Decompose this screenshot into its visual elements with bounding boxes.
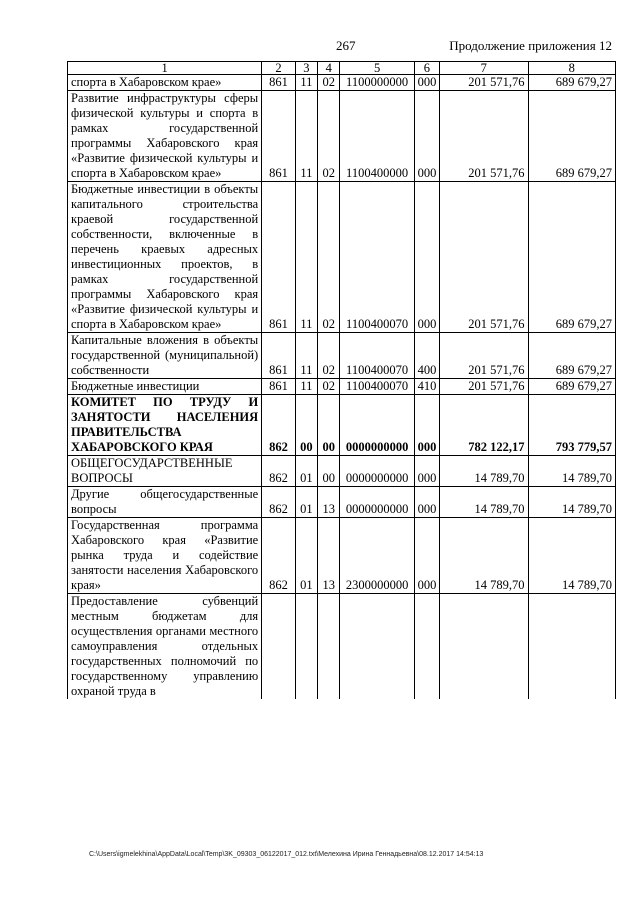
row-name: Бюджетные инвестиции в объекты капитального строительства краевой государственной собственности, включенные в перечень краевых адресных инвестиционных проектов, в рамках государственной программы Хабаровского края «Развитие физической культуры и спорта в Хабаровском крае» <box>68 182 262 333</box>
table-row <box>68 456 616 487</box>
table-row <box>68 333 616 379</box>
page-number: 267 <box>336 38 356 53</box>
cell-target-article: 1100400000 <box>340 91 414 182</box>
cell-target-article: 0000000000 <box>340 456 414 487</box>
cell-subsection: 02 <box>318 91 340 182</box>
cell-amount-2018: 201 571,76 <box>440 333 528 379</box>
cell-amount-2018: 14 789,70 <box>440 518 528 594</box>
table-row <box>68 182 616 333</box>
cell-amount-2018: 201 571,76 <box>440 91 528 182</box>
cell-expense-type: 000 <box>414 456 439 487</box>
cell-amount-2019: 689 679,27 <box>528 379 615 395</box>
row-name: спорта в Хабаровском крае» <box>68 75 262 91</box>
cell-amount-2019 <box>528 594 615 700</box>
cell-amount-2019: 14 789,70 <box>528 518 615 594</box>
cell-section: 11 <box>295 75 317 91</box>
cell-expense-type: 000 <box>414 518 439 594</box>
cell-target-article: 2300000000 <box>340 518 414 594</box>
cell-ministry: 862 <box>262 487 296 518</box>
cell-target-article: 0000000000 <box>340 487 414 518</box>
cell-ministry: 862 <box>262 518 296 594</box>
page-header <box>0 38 640 58</box>
cell-ministry: 861 <box>262 182 296 333</box>
cell-subsection: 02 <box>318 182 340 333</box>
cell-section: 11 <box>295 333 317 379</box>
column-header: 5 <box>340 62 414 75</box>
budget-table <box>67 61 616 699</box>
column-header: 7 <box>440 62 528 75</box>
cell-subsection: 13 <box>318 518 340 594</box>
cell-subsection: 02 <box>318 333 340 379</box>
cell-amount-2018 <box>440 594 528 700</box>
cell-amount-2019: 689 679,27 <box>528 182 615 333</box>
table-header-row <box>68 62 616 75</box>
cell-subsection: 00 <box>318 456 340 487</box>
cell-amount-2018: 14 789,70 <box>440 456 528 487</box>
cell-subsection: 13 <box>318 487 340 518</box>
cell-amount-2019: 689 679,27 <box>528 75 615 91</box>
row-name: Капитальные вложения в объекты государственной (муниципальной) собственности <box>68 333 262 379</box>
cell-subsection: 02 <box>318 379 340 395</box>
cell-ministry: 861 <box>262 91 296 182</box>
table-row <box>68 487 616 518</box>
cell-ministry: 861 <box>262 333 296 379</box>
cell-amount-2019: 793 779,57 <box>528 395 615 456</box>
row-name: КОМИТЕТ ПО ТРУДУ И ЗАНЯТОСТИ НАСЕЛЕНИЯ ПРАВИТЕЛЬСТВА ХАБАРОВСКОГО КРАЯ <box>68 395 262 456</box>
column-header: 3 <box>295 62 317 75</box>
cell-target-article: 1100000000 <box>340 75 414 91</box>
cell-expense-type: 000 <box>414 395 439 456</box>
cell-expense-type <box>414 594 439 700</box>
cell-ministry <box>262 594 296 700</box>
table-row <box>68 594 616 700</box>
cell-subsection: 00 <box>318 395 340 456</box>
cell-ministry: 861 <box>262 379 296 395</box>
cell-amount-2018: 201 571,76 <box>440 379 528 395</box>
column-header: 8 <box>528 62 615 75</box>
cell-amount-2019: 14 789,70 <box>528 487 615 518</box>
cell-amount-2019: 689 679,27 <box>528 333 615 379</box>
column-header: 6 <box>414 62 439 75</box>
column-header: 2 <box>262 62 296 75</box>
footer-file-path: C:\Users\igmelekhina\AppData\Local\Temp\3K_09303_06122017_012.txt\Мелехина Ирина Геннадьевна\08.12.2017 14:54:13 <box>89 851 484 858</box>
cell-target-article: 1100400070 <box>340 182 414 333</box>
cell-expense-type: 410 <box>414 379 439 395</box>
cell-subsection: 02 <box>318 75 340 91</box>
cell-amount-2018: 14 789,70 <box>440 487 528 518</box>
cell-amount-2018: 201 571,76 <box>440 75 528 91</box>
cell-expense-type: 000 <box>414 487 439 518</box>
cell-ministry: 862 <box>262 456 296 487</box>
cell-amount-2019: 689 679,27 <box>528 91 615 182</box>
cell-section: 11 <box>295 91 317 182</box>
cell-target-article: 1100400070 <box>340 333 414 379</box>
table-row <box>68 395 616 456</box>
row-name: Развитие инфраструктуры сферы физической культуры и спорта в рамках государственной программы Хабаровского края «Развитие физической культуры и спорта в Хабаровском крае» <box>68 91 262 182</box>
column-header: 4 <box>318 62 340 75</box>
cell-amount-2018: 201 571,76 <box>440 182 528 333</box>
cell-section: 11 <box>295 182 317 333</box>
cell-section: 01 <box>295 456 317 487</box>
row-name: Бюджетные инвестиции <box>68 379 262 395</box>
row-name: Государственная программа Хабаровского края «Развитие рынка труда и содействие занятости населения Хабаровского края» <box>68 518 262 594</box>
table-row <box>68 91 616 182</box>
cell-section: 01 <box>295 518 317 594</box>
table-row <box>68 75 616 91</box>
cell-expense-type: 000 <box>414 91 439 182</box>
cell-expense-type: 400 <box>414 333 439 379</box>
row-name: ОБЩЕГОСУДАРСТВЕННЫЕ ВОПРОСЫ <box>68 456 262 487</box>
table-row <box>68 518 616 594</box>
cell-expense-type: 000 <box>414 182 439 333</box>
cell-subsection <box>318 594 340 700</box>
cell-target-article <box>340 594 414 700</box>
cell-expense-type: 000 <box>414 75 439 91</box>
cell-section: 11 <box>295 379 317 395</box>
cell-section: 00 <box>295 395 317 456</box>
cell-ministry: 862 <box>262 395 296 456</box>
row-name: Предоставление субвенций местным бюджетам для осуществления органами местного самоуправления отдельных государственных полномочий по государственному управлению охраной труда в <box>68 594 262 700</box>
cell-amount-2019: 14 789,70 <box>528 456 615 487</box>
cell-section: 01 <box>295 487 317 518</box>
cell-ministry: 861 <box>262 75 296 91</box>
cell-section <box>295 594 317 700</box>
row-name: Другие общегосударственные вопросы <box>68 487 262 518</box>
cell-amount-2018: 782 122,17 <box>440 395 528 456</box>
cell-target-article: 1100400070 <box>340 379 414 395</box>
continuation-note: Продолжение приложения 12 <box>449 38 612 53</box>
table-row <box>68 379 616 395</box>
column-header: 1 <box>68 62 262 75</box>
cell-target-article: 0000000000 <box>340 395 414 456</box>
